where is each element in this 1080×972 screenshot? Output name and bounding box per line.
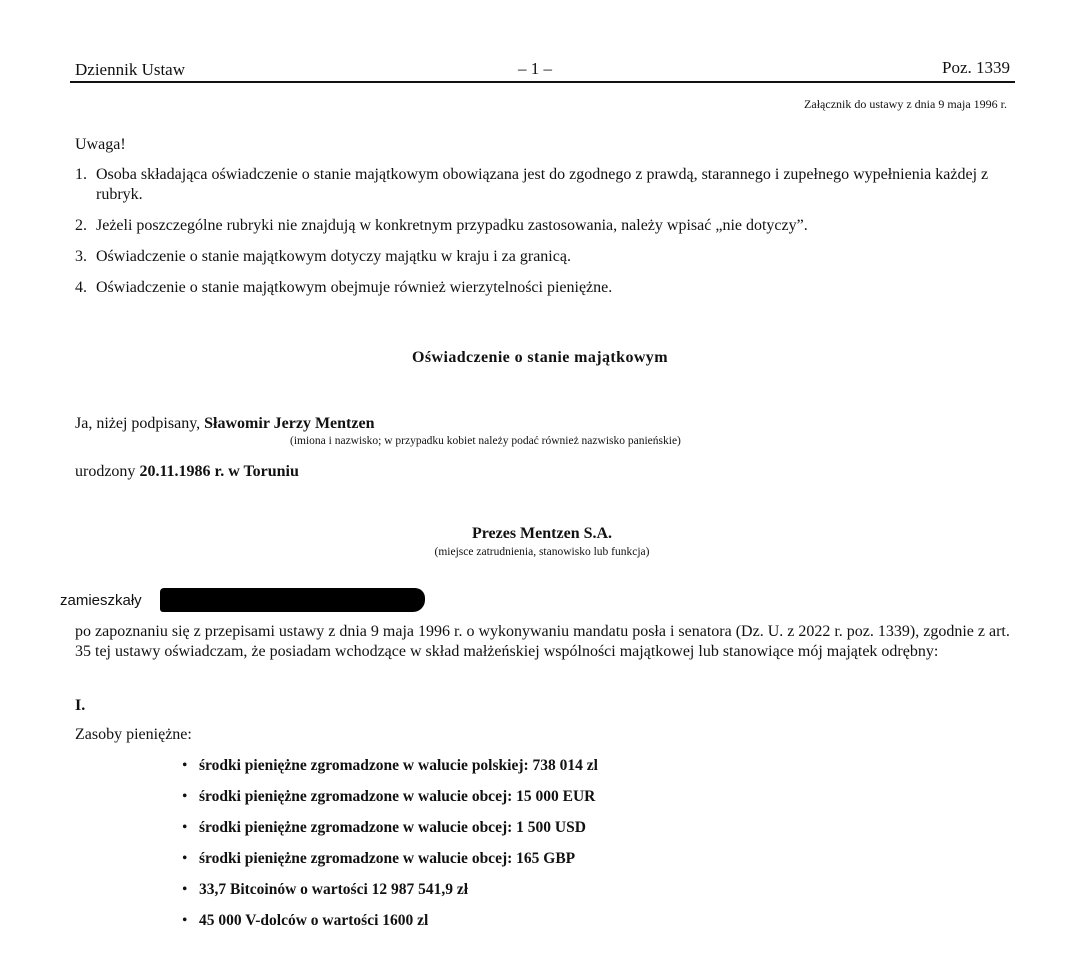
notice-item-number: 1. [75, 166, 87, 183]
list-item [182, 788, 598, 819]
resource-text: 33,7 Bitcoinów o wartości 12 987 541,9 zł [199, 881, 469, 898]
list-item [182, 850, 598, 881]
notice-item-text: Osoba składająca oświadczenie o stanie majątkowym obowiązana jest do zgodnego z prawdą, starannego i zupełnego wypełnienia każdej z rubryk. [96, 166, 989, 203]
position-hint: (miejsce zatrudnienia, stanowisko lub funkcja) [434, 546, 650, 558]
notice-item-text: Oświadczenie o stanie majątkowym dotyczy majątku w kraju i za granicą. [96, 248, 571, 265]
employment-position: Prezes Mentzen S.A. [471, 525, 613, 542]
residence-label: zamieszkały [60, 592, 142, 609]
born-prefix: urodzony [75, 463, 136, 480]
statement-paragraph: po zapoznaniu się z przepisami ustawy z dnia 9 maja 1996 r. o wykonywaniu mandatu posła i senatora (Dz. U. z 2022 r. poz. 1339), zgodnie z art. 35 tej ustawy oświadczam, że posiadam wchodzące w skład małżeńskiej wspólności majątkowej lub stanowiące mój majątek odrębny: [75, 623, 1010, 660]
resource-text: środki pieniężne zgromadzone w walucie polskiej: 738 014 zl [199, 757, 598, 774]
person-name: Sławomir Jerzy Mentzen [204, 415, 375, 432]
name-hint: (imiona i nazwisko; w przypadku kobiet należy podać również nazwisko panieńskie) [290, 435, 681, 447]
resource-text: środki pieniężne zgromadzone w walucie obcej: 1 500 USD [199, 819, 586, 836]
birth-date-place: 20.11.1986 r. w Toruniu [139, 463, 299, 480]
resources-list [182, 757, 598, 943]
redacted-address [160, 588, 425, 612]
journal-title: Dziennik Ustaw [75, 60, 186, 79]
section-number: I. [75, 697, 86, 714]
notice-item-text: Jeżeli poszczególne rubryki nie znajdują w konkretnym przypadku zastosowania, należy wpisać „nie dotyczy”. [96, 217, 808, 234]
notice-title: Uwaga! [75, 136, 126, 153]
bullet-icon: • [182, 788, 188, 805]
notice-item [75, 278, 1005, 298]
notice-item [75, 165, 1005, 205]
bullet-icon: • [182, 912, 188, 929]
list-item [182, 757, 598, 788]
notice-item [75, 216, 1005, 236]
bullet-icon: • [182, 757, 188, 774]
notice-item-text: Oświadczenie o stanie majątkowym obejmuje również wierzytelności pieniężne. [96, 279, 613, 296]
signed-line [75, 415, 374, 433]
notice-item-number: 3. [75, 248, 87, 265]
born-line [75, 463, 299, 481]
section-label: Zasoby pieniężne: [75, 726, 192, 743]
list-item [182, 819, 598, 850]
notice-item [75, 247, 1005, 267]
resource-text: środki pieniężne zgromadzone w walucie obcej: 15 000 EUR [199, 788, 596, 805]
annex-note: Załącznik do ustawy z dnia 9 maja 1996 r. [804, 97, 1007, 111]
resource-text: 45 000 V-dolców o wartości 1600 zl [199, 912, 429, 929]
position-number: Poz. 1339 [942, 58, 1010, 77]
page-number: – 1 – [518, 59, 552, 78]
notice-item-number: 4. [75, 279, 87, 296]
resource-text: środki pieniężne zgromadzone w walucie obcej: 165 GBP [199, 850, 576, 867]
header-rule [70, 81, 1015, 83]
declaration-title: Oświadczenie o stanie majątkowym [412, 349, 668, 366]
bullet-icon: • [182, 850, 188, 867]
bullet-icon: • [182, 819, 188, 836]
notice-item-number: 2. [75, 217, 87, 234]
signed-prefix: Ja, niżej podpisany, [75, 415, 201, 432]
notice-section [75, 136, 1005, 309]
notice-list [75, 165, 1005, 298]
list-item [182, 912, 598, 943]
list-item [182, 881, 598, 912]
bullet-icon: • [182, 881, 188, 898]
